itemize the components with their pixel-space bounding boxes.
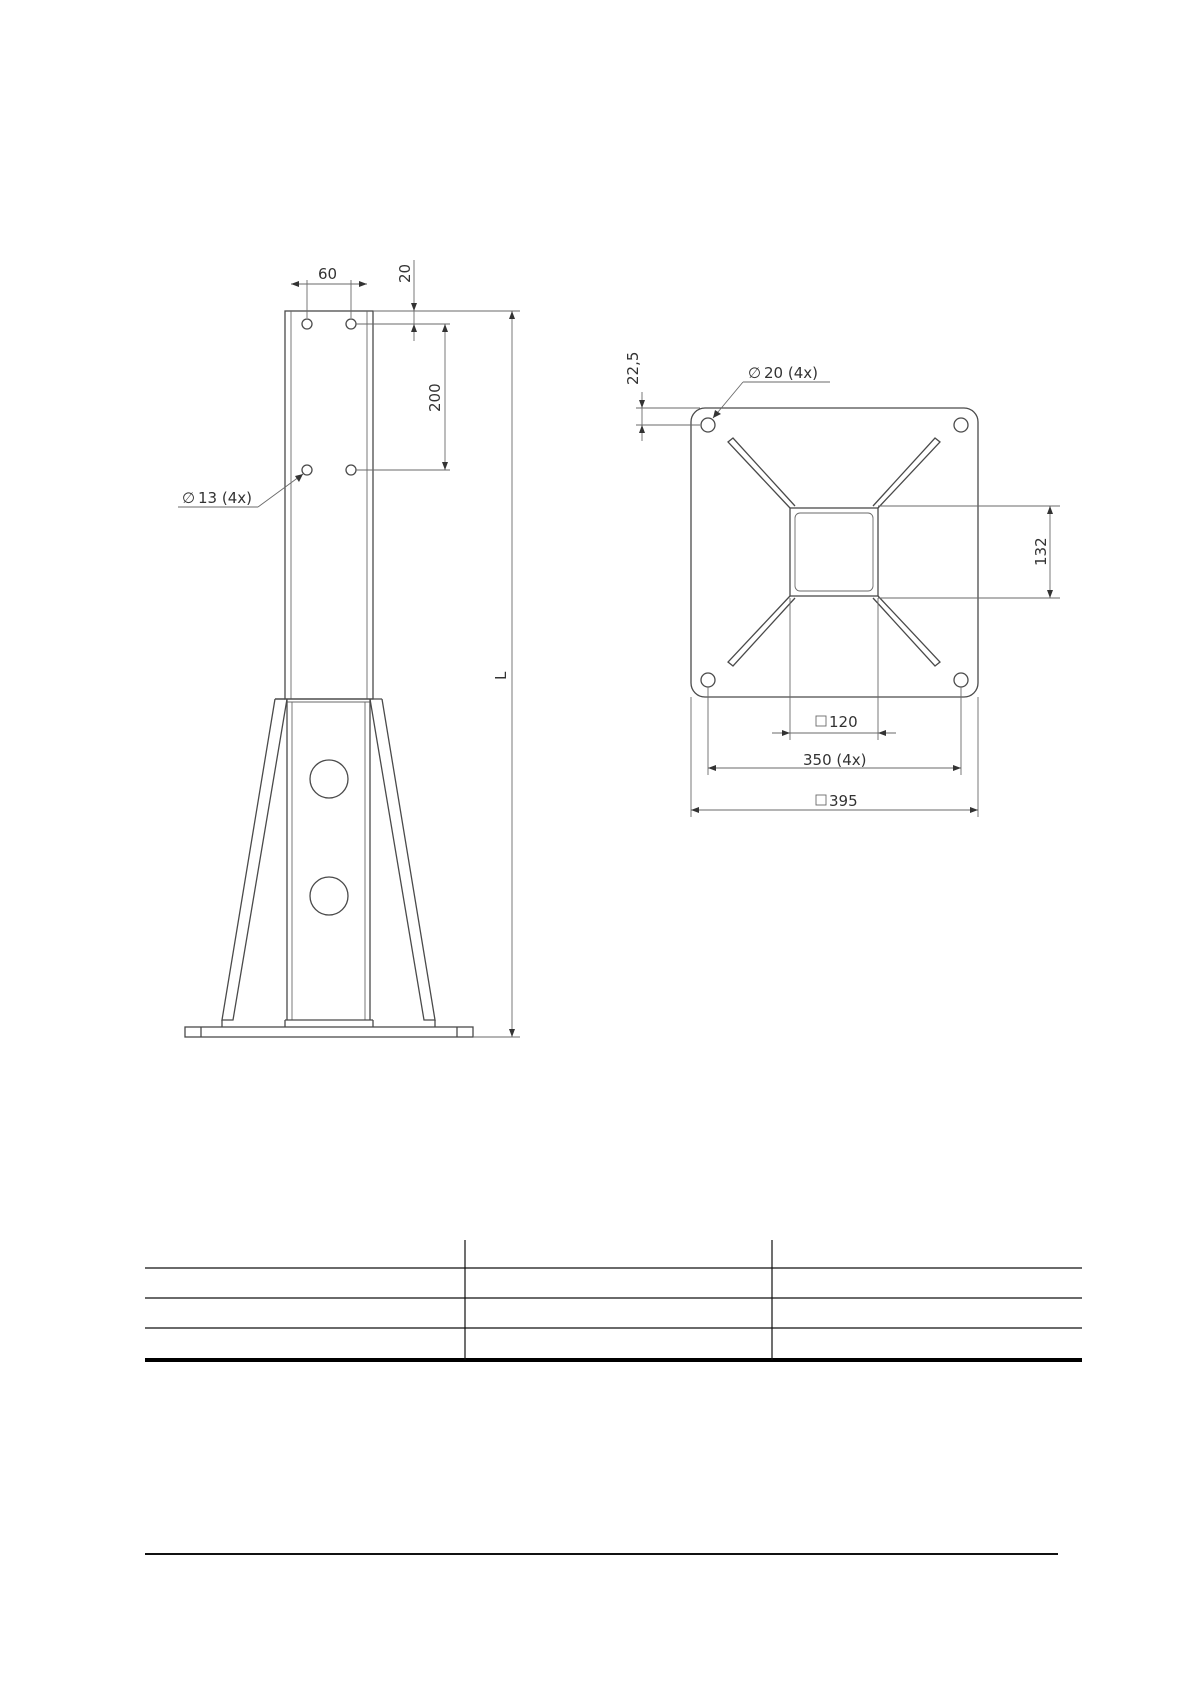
dim-tube-label: 120 [829,713,858,731]
dim-plate-hole-dia-label: 20 (4x) [764,364,818,382]
dim-top-offset [356,260,520,341]
spec-table [145,1240,1082,1360]
dim-hole-spacing [356,324,450,470]
cable-hole [310,877,348,915]
plate-hole [701,418,715,432]
dim-tube [772,598,896,740]
dim-length [473,311,520,1037]
center-tube [790,508,878,596]
dim-plate-label: 395 [829,792,858,810]
base-plate [185,1027,473,1037]
dim-width-label: 60 [318,265,338,283]
plate-outline [691,408,978,697]
cable-hole [310,760,348,798]
plate-hole [954,673,968,687]
dim-hole-spacing-label: 200 [426,383,444,412]
plate-hole [701,673,715,687]
dim-flange-height-label: 132 [1032,537,1050,566]
dim-bolt-spacing-label: 350 (4x) [803,751,867,769]
diameter-symbol: ∅ [748,364,762,382]
dim-bolt-spacing [708,687,961,775]
gusset-ribs [728,438,940,666]
plan-view [624,352,1060,817]
dim-edge-offset-label: 22,5 [624,351,642,385]
dim-edge-offset [624,352,700,441]
dim-hole-dia [178,474,303,507]
diameter-symbol: ∅ [182,489,196,507]
dim-length-label: L [492,671,510,680]
dim-plate-hole-dia [713,364,830,418]
tube-hole [302,465,312,475]
dim-hole-dia-label: 13 (4x) [198,489,252,507]
tube-hole [346,465,356,475]
tube-hole [302,319,312,329]
dim-width [291,265,367,318]
dim-flange-height [878,506,1060,598]
tube-outline [285,311,373,699]
plate-hole [954,418,968,432]
side-view [178,260,520,1037]
dim-top-offset-label: 20 [396,263,414,283]
base-gussets [222,699,435,1020]
tube-hole [346,319,356,329]
